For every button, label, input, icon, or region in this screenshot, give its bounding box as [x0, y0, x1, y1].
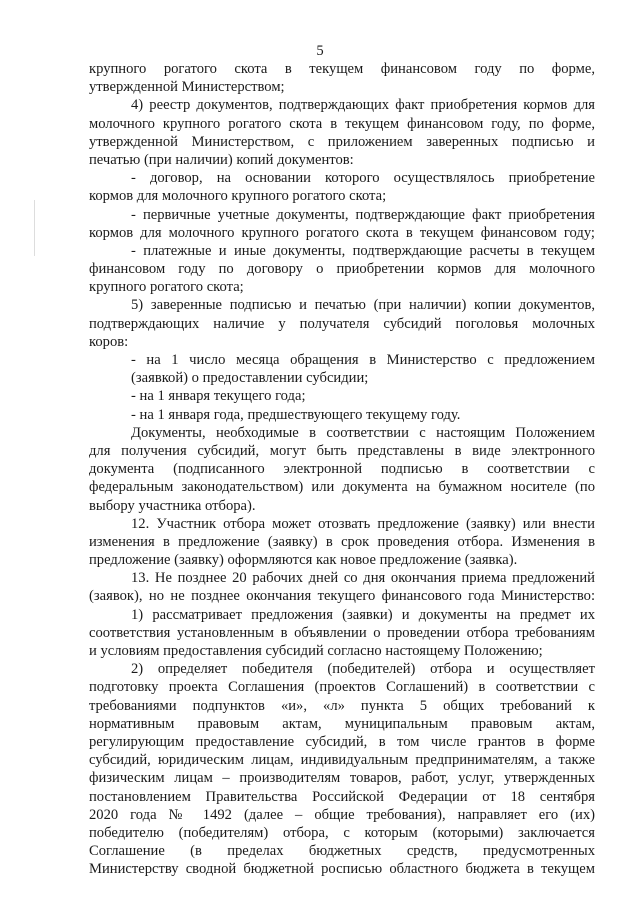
text-line: документа (подписанного электронной подписью в соответствии с [89, 461, 595, 478]
text-line: печатью (при наличии) копий документов: [89, 151, 354, 168]
text-line: изменения в предложение (заявку) в срок проведения отбора. Изменения в [89, 533, 595, 550]
text-line: коров: [89, 333, 129, 350]
text-line: крупного рогатого скота; [89, 279, 244, 296]
text-line: финансовом году по договору о приобретении кормов для молочного [89, 261, 595, 278]
text-line: и условиям предоставления субсидий согласно настоящему Положению; [89, 643, 543, 659]
text-line: предложение (заявку) оформляются как новое предложение (заявка). [89, 552, 518, 569]
page-number: 5 [316, 43, 324, 59]
text-line: субсидий, юридическим лицам, индивидуальным предпринимателям, а также [89, 752, 595, 769]
text-line: утвержденной Министерством; [89, 79, 285, 96]
text-line: выбору участника отбора). [89, 497, 256, 514]
text-line: требованиями подпунктов «и», «л» пункта 5 общих требований к [89, 697, 595, 714]
text-line: федеральным законодательством) или документа на бумажном носителе (по [89, 479, 595, 496]
text-line: - на 1 число месяца обращения в Министерство с предложением [131, 352, 595, 368]
text-line: (заявкой) о предоставлении субсидии; [131, 370, 369, 387]
text-line: 1) рассматривает предложения (заявки) и документы на предмет их [131, 606, 595, 623]
text-line: 12. Участник отбора может отозвать предложение (заявку) или внести [131, 515, 595, 532]
text-line: Министерству сводной бюджетной росписью областного бюджета в текущем [89, 861, 595, 878]
text-line: для получения субсидий, могут быть представлены в виде электронного [89, 442, 595, 459]
text-line: молочного крупного рогатого скота в текущем финансовом году, по форме, [89, 115, 595, 132]
text-line: - на 1 января года, предшествующего текущему году. [131, 406, 461, 423]
text-line: победителю (победителям) отбора, с которым (которыми) заключается [89, 824, 595, 841]
margin-mark [34, 200, 35, 256]
text-line: - платежные и иные документы, подтверждающие расчеты в текущем [131, 242, 595, 259]
text-line: - на 1 января текущего года; [131, 388, 306, 405]
text-line: крупного рогатого скота в текущем финансовом году по форме, [89, 61, 595, 77]
text-line: 13. Не позднее 20 рабочих дней со дня окончания приема предложений [131, 570, 595, 587]
text-line: регулирующим предоставление субсидий, в том числе грантов в форме [89, 733, 595, 750]
text-line: соответствия установленным в объявлении о проведении отбора требованиям [89, 624, 595, 641]
text-line: подтверждающих наличие у получателя субсидий поголовья молочных [89, 315, 595, 332]
text-line: постановлением Правительства Российской Федерации от 18 сентября [89, 788, 595, 805]
document-body [89, 60, 595, 878]
text-line: 2020 года № 1492 (далее – общие требования), направляет его (их) [89, 806, 595, 823]
text-line: - договор, на основании которого осуществлялось приобретение [131, 170, 595, 187]
text-line: Документы, необходимые в соответствии с настоящим Положением [131, 424, 595, 441]
text-line: утвержденной Министерством, с приложением заверенных подписью и [89, 133, 595, 150]
text-line: Соглашение (в пределах бюджетных средств, предусмотренных [89, 843, 595, 860]
text-line: кормов для молочного крупного рогатого скота; [89, 188, 387, 205]
text-line: 4) реестр документов, подтверждающих факт приобретения кормов для [131, 97, 595, 114]
text-line: нормативным правовым актам, муниципальным правовым актам, [89, 715, 595, 732]
text-line: кормов для молочного крупного рогатого скота в текущем финансовом году; [89, 224, 595, 241]
text-line: физическим лицам – производителям товаров, работ, услуг, утвержденных [89, 770, 595, 787]
text-line: (заявок), но не позднее окончания текущего финансового года Министерство: [89, 588, 595, 605]
text-line: подготовку проекта Соглашения (проектов Соглашений) в соответствии с [89, 679, 595, 696]
text-line: 5) заверенные подписью и печатью (при наличии) копии документов, [131, 297, 595, 314]
text-line: 2) определяет победителя (победителей) отбора и осуществляет [131, 661, 595, 678]
text-line: - первичные учетные документы, подтверждающие факт приобретения [131, 206, 595, 223]
